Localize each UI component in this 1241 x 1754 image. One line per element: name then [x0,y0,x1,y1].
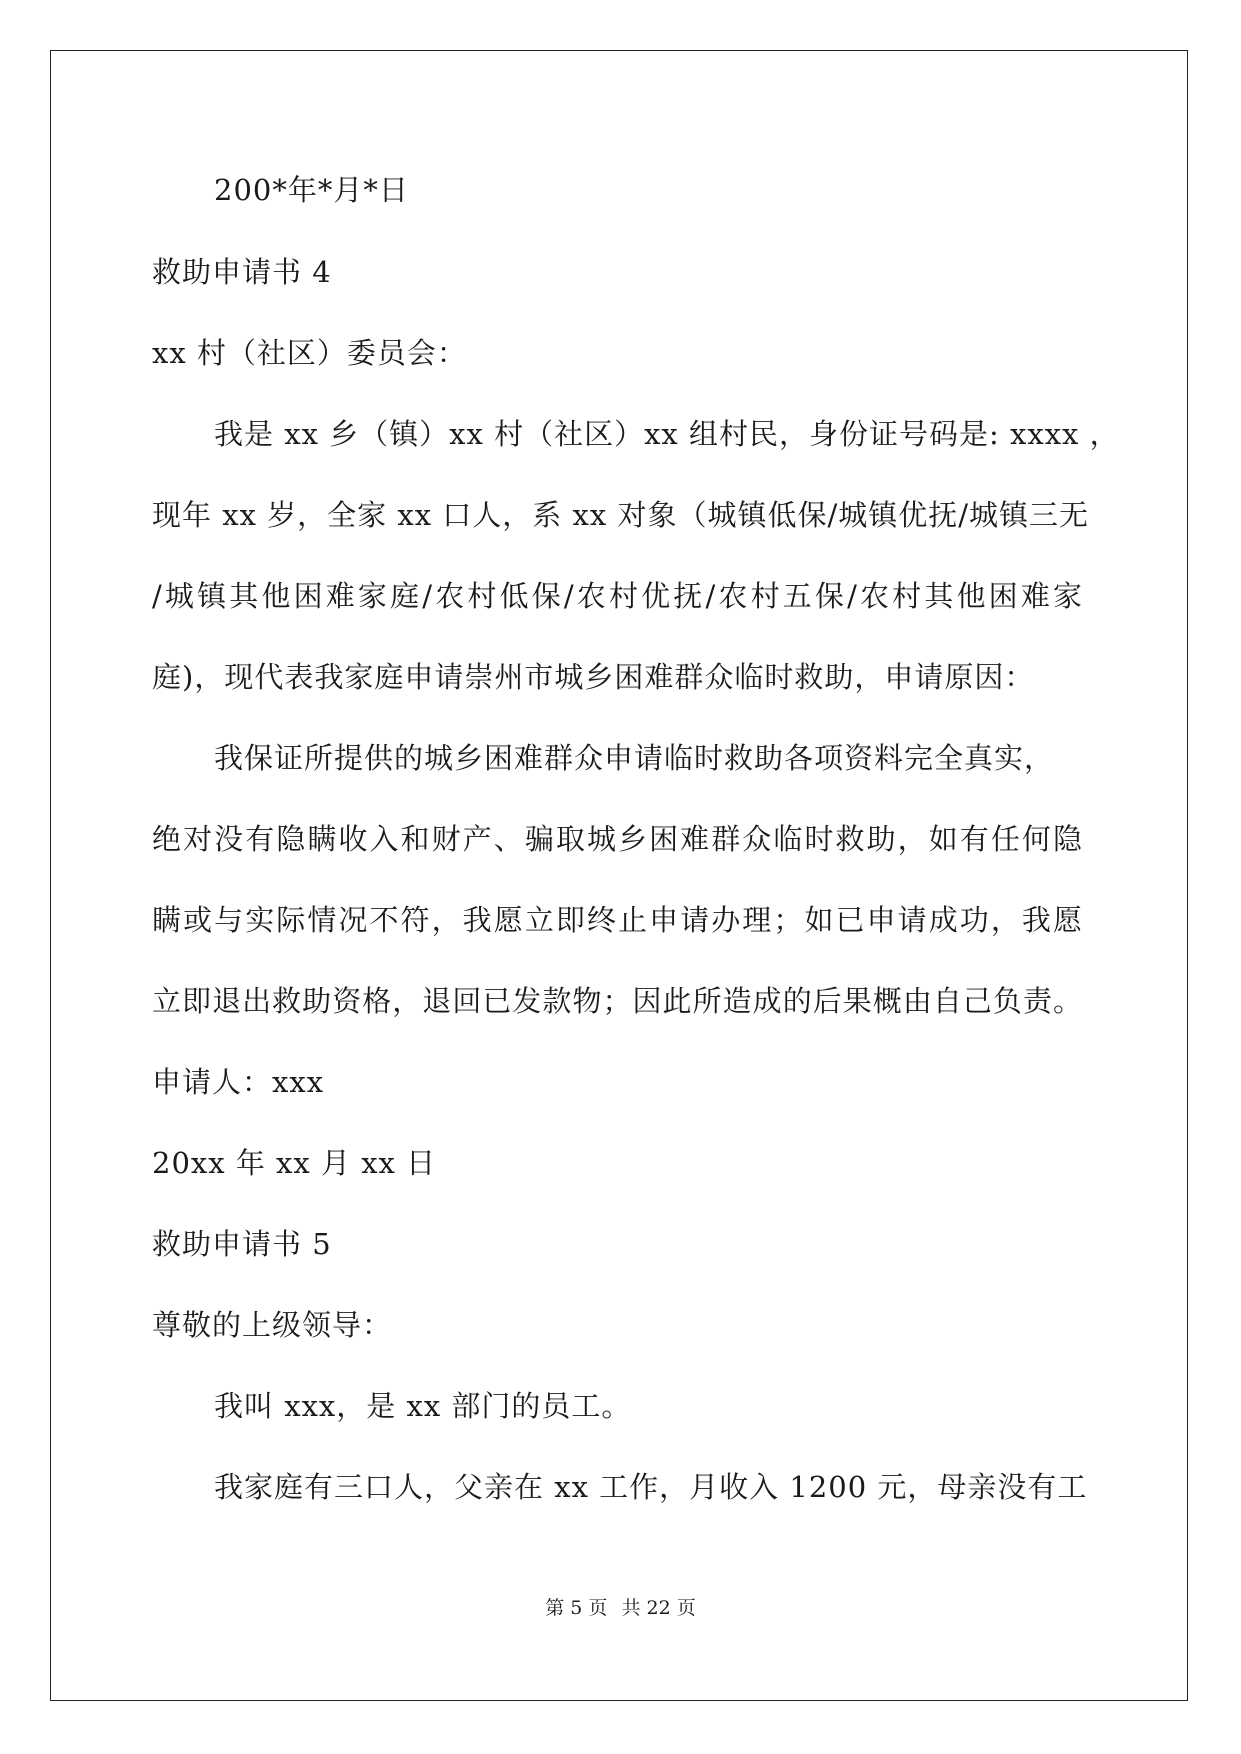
section-title-4: 救助申请书 4 [152,255,332,289]
signature-date-line: 20xx 年 xx 月 xx 日 [152,1146,437,1180]
recipient-line: xx 村（社区）委员会： [152,336,467,370]
date-line: 200*年*月*日 [214,173,409,207]
section-title-5: 救助申请书 5 [152,1227,332,1261]
paragraph-line: 我保证所提供的城乡困难群众申请临时救助各项资料完全真实， [214,741,1055,775]
paragraph-line: 瞒或与实际情况不符，我愿立即终止申请办理；如已申请成功，我愿 [152,903,1083,937]
paragraph-line: 我叫 xxx，是 xx 部门的员工。 [214,1389,632,1423]
page-total: 共 22 页 [621,1597,696,1619]
page-footer [0,1596,1241,1620]
applicant-line: 申请人：xxx [152,1065,325,1099]
page-frame [50,50,1188,1701]
paragraph-line: 立即退出救助资格，退回已发款物；因此所造成的后果概由自己负责。 [152,984,1083,1018]
salutation-line: 尊敬的上级领导： [152,1308,393,1342]
paragraph-line: 庭)，现代表我家庭申请崇州市城乡困难群众临时救助，申请原因： [152,660,1035,694]
paragraph-line: 我家庭有三口人，父亲在 xx 工作，月收入 1200 元，母亲没有工 [214,1470,1088,1504]
paragraph-line: 现年 xx 岁，全家 xx 口人，系 xx 对象（城镇低保/城镇优抚/城镇三无 [152,498,1089,532]
paragraph-line: 我是 xx 乡（镇）xx 村（社区）xx 组村民，身份证号码是: xxxx ， [214,417,1120,451]
page-number: 第 5 页 [545,1597,608,1619]
paragraph-line: /城镇其他困难家庭/农村低保/农村优抚/农村五保/农村其他困难家 [152,579,1083,613]
paragraph-line: 绝对没有隐瞒收入和财产、骗取城乡困难群众临时救助，如有任何隐 [152,822,1083,856]
